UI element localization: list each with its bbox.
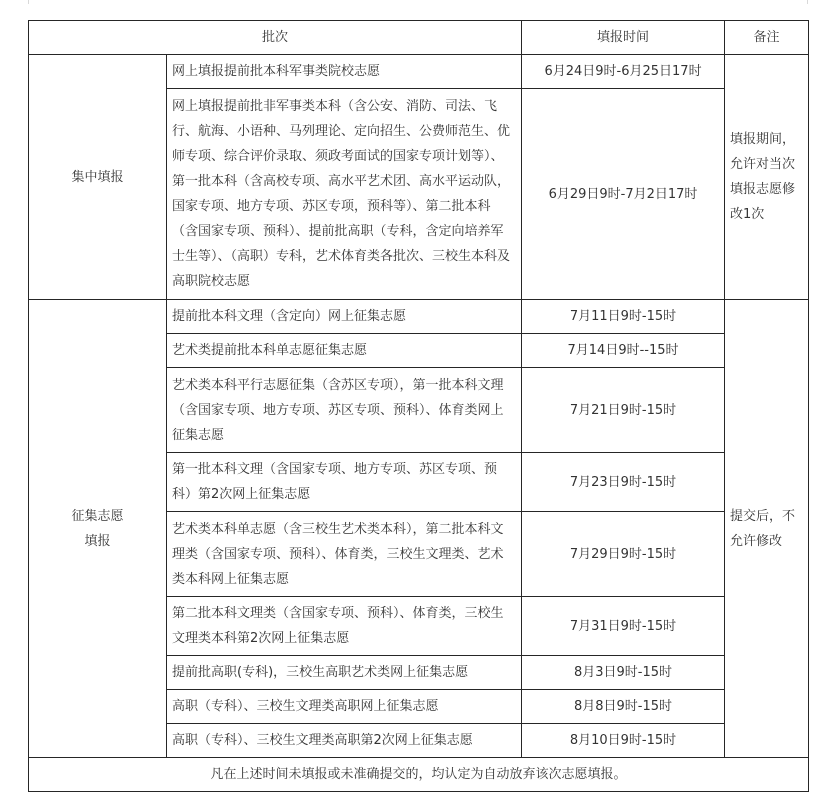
batch-desc: 提前批本科文理（含定向）网上征集志愿: [167, 300, 522, 334]
header-batch: 批次: [29, 21, 522, 55]
batch-time: 8月8日9时-15时: [522, 690, 725, 724]
group-name-line2: 填报: [84, 533, 111, 549]
batch-desc: 艺术类本科平行志愿征集（含苏区专项），第一批本科文理（含国家专项、地方专项、苏区专项、预科）、体育类网上征集志愿: [167, 368, 522, 453]
table-row: [29, 300, 809, 334]
batch-desc: 网上填报提前批本科军事类院校志愿: [167, 55, 522, 89]
footer-note: 凡在上述时间未填报或未准确提交的，均认定为自动放弃该次志愿填报。: [29, 758, 809, 792]
batch-time: 8月10日9时-15时: [522, 724, 725, 758]
batch-desc: 艺术类本科单志愿（含三校生艺术类本科），第二批本科文理类（含国家专项、预科）、体育类，三校生文理类、艺术类本科网上征集志愿: [167, 512, 522, 597]
group-name-centralized: 集中填报: [29, 55, 167, 300]
remark-centralized: 填报期间，允许对当次填报志愿修改1次: [725, 55, 809, 300]
volunteer-schedule-table: [28, 20, 809, 792]
remark-supplementary: 提交后，不允许修改: [725, 300, 809, 758]
group-name-line1: 征集志愿: [71, 508, 124, 524]
table-footer-row: [29, 758, 809, 792]
top-border-strip: [28, 0, 808, 4]
batch-desc: 第二批本科文理类（含国家专项、预科）、体育类，三校生文理类本科第2次网上征集志愿: [167, 597, 522, 656]
batch-time: 7月31日9时-15时: [522, 597, 725, 656]
table-row: [29, 55, 809, 89]
batch-desc: 第一批本科文理（含国家专项、地方专项、苏区专项、预科）第2次网上征集志愿: [167, 453, 522, 512]
group-name-supplementary: [29, 300, 167, 758]
batch-desc: 高职（专科）、三校生文理类高职网上征集志愿: [167, 690, 522, 724]
batch-time: 8月3日9时-15时: [522, 656, 725, 690]
batch-desc: 艺术类提前批本科单志愿征集志愿: [167, 334, 522, 368]
batch-desc: 网上填报提前批非军事类本科（含公安、消防、司法、飞行、航海、小语种、马列理论、定向招生、公费师范生、优师专项、综合评价录取、须政考面试的国家专项计划等）、第一批本科（含高校专项、高水平艺术团、高水平运动队，国家专项、地方专项、苏区专项，预科等）、第二批本科（含国家专项、预科）、提前批高职（专科，含定向培养军士生等）、（高职）专科，艺术体育类各批次、三校生本科及高职院校志愿: [167, 89, 522, 300]
batch-time: 6月24日9时-6月25日17时: [522, 55, 725, 89]
batch-time: 6月29日9时-7月2日17时: [522, 89, 725, 300]
header-remark: 备注: [725, 21, 809, 55]
header-time: 填报时间: [522, 21, 725, 55]
batch-time: 7月23日9时-15时: [522, 453, 725, 512]
batch-time: 7月29日9时-15时: [522, 512, 725, 597]
table-header-row: [29, 21, 809, 55]
batch-time: 7月14日9时--15时: [522, 334, 725, 368]
batch-desc: 提前批高职(专科)，三校生高职艺术类网上征集志愿: [167, 656, 522, 690]
batch-time: 7月21日9时-15时: [522, 368, 725, 453]
batch-desc: 高职（专科）、三校生文理类高职第2次网上征集志愿: [167, 724, 522, 758]
batch-time: 7月11日9时-15时: [522, 300, 725, 334]
